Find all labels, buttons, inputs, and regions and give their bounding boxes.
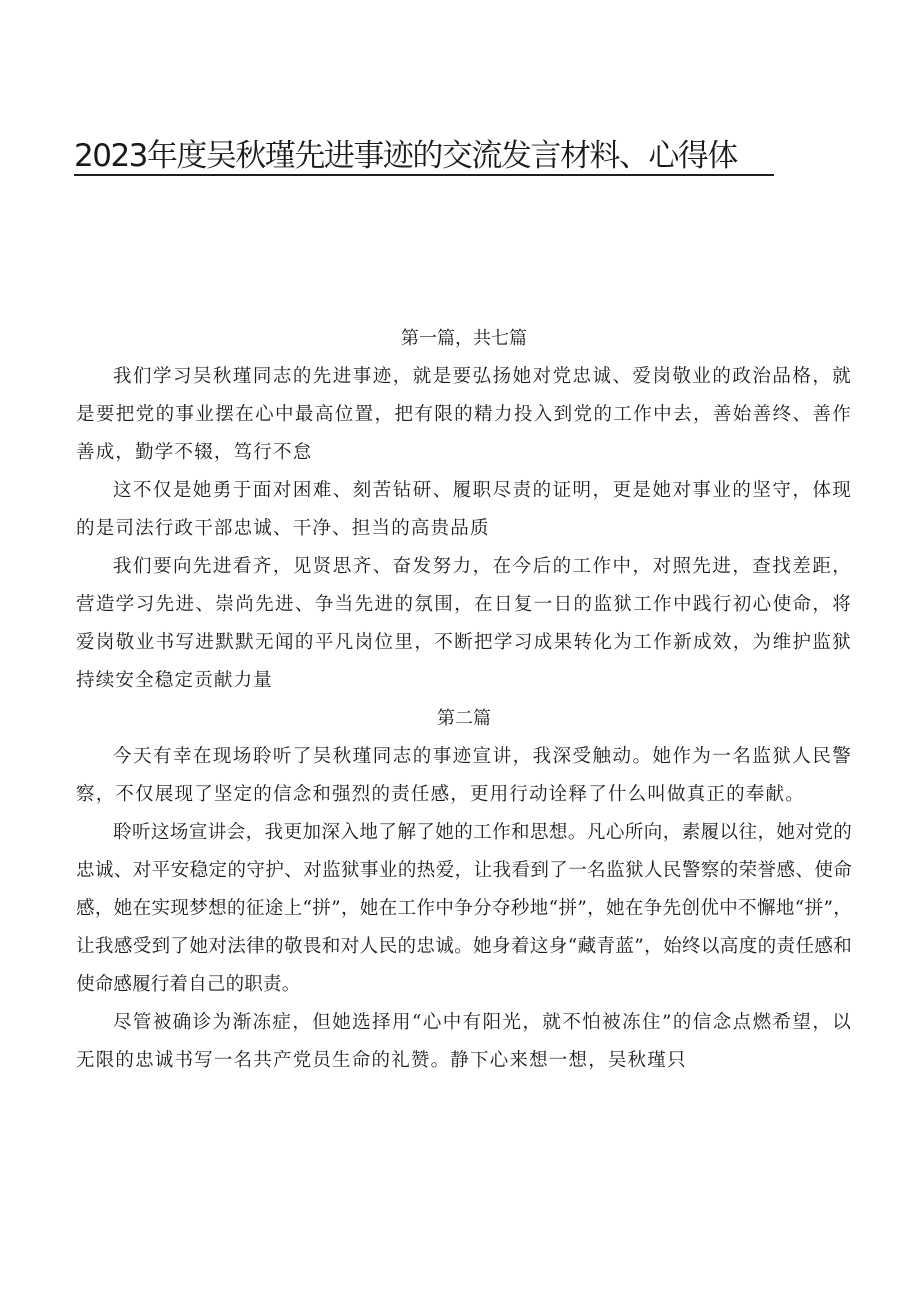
section-heading: 第二篇 — [437, 708, 491, 729]
paragraph: 聆听这场宣讲会，我更加深入地了解了她的工作和思想。凡心所向，素履以往，她对党的忠诚、对平安稳定的守护、对监狱事业的热爱，让我看到了一名监狱人民警察的荣誉感、使命感，她在实现梦想的征途上“拼”，她在工作中争分夺秒地“拼”，她在争先创优中不懈地“拼”，让我感受到了她对法律的敬畏和对人民的忠诚。她身着这身“藏青蓝”，始终以高度的责任感和使命感履行着自己的职责。 — [76, 822, 852, 995]
paragraph: 这不仅是她勇于面对困难、刻苦钻研、履职尽责的证明，更是她对事业的坚守，体现的是司法行政干部忠诚、干净、担当的高贵品质 — [76, 480, 852, 539]
title-underline — [74, 174, 774, 176]
document-title: 2023年度吴秋瑾先进事迹的交流发言材料、心得体 — [74, 138, 737, 174]
document-body — [76, 320, 852, 1080]
section-2 — [76, 700, 852, 1080]
paragraph: 我们要向先进看齐，见贤思齐、奋发努力，在今后的工作中，对照先进，查找差距，营造学习先进、崇尚先进、争当先进的氛围，在日复一日的监狱工作中践行初心使命，将爱岗敬业书写进默默无闻的平凡岗位里，不断把学习成果转化为工作新成效，为维护监狱持续安全稳定贡献力量 — [76, 556, 852, 691]
paragraph: 我们学习吴秋瑾同志的先进事迹，就是要弘扬她对党忠诚、爱岗敬业的政治品格，就是要把党的事业摆在心中最高位置，把有限的精力投入到党的工作中去，善始善终、善作善成，勤学不辍，笃行不怠 — [76, 366, 852, 463]
paragraph: 今天有幸在现场聆听了吴秋瑾同志的事迹宣讲，我深受触动。她作为一名监狱人民警察，不仅展现了坚定的信念和强烈的责任感，更用行动诠释了什么叫做真正的奉献。 — [76, 746, 852, 805]
section-heading: 第一篇，共七篇 — [401, 328, 527, 349]
paragraph: 尽管被确诊为渐冻症，但她选择用“心中有阳光，就不怕被冻住”的信念点燃希望，以无限的忠诚书写一名共产党员生命的礼赞。静下心来想一想，吴秋瑾只 — [76, 1012, 852, 1071]
section-1 — [76, 320, 852, 700]
